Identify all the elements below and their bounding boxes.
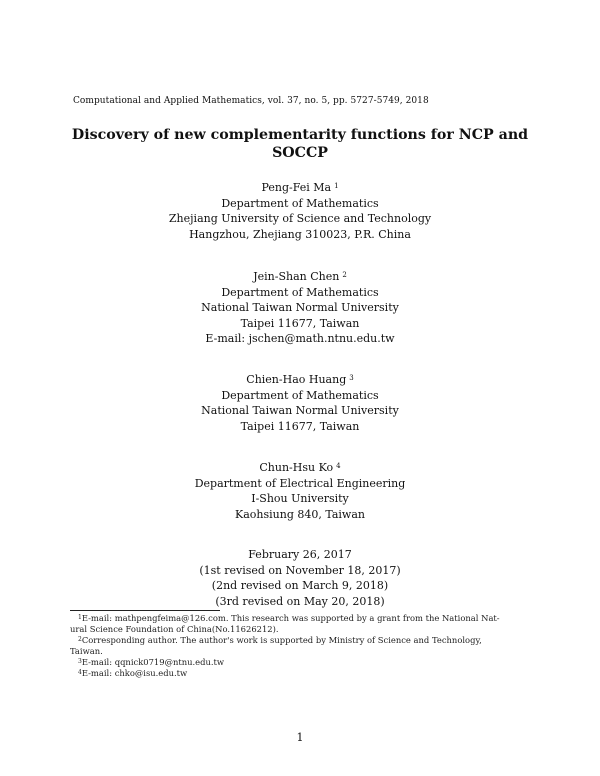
footnote-text: Corresponding author. The author's work is supported by Ministry of Science and Technology, (81, 635, 482, 645)
author-name: Jein-Shan Chen (253, 270, 340, 283)
footnote-mark: 2 (342, 271, 347, 279)
affiliation-line: I-Shou University (251, 492, 349, 505)
footnote-2 (70, 635, 530, 657)
footnote-email-link[interactable]: E-mail: qqnick0719@ntnu.edu.tw (81, 657, 225, 667)
footnote-4 (70, 668, 530, 679)
date-line: February 26, 2017 (248, 548, 352, 561)
author-name-line (100, 460, 500, 476)
footnote-text: Taiwan. (70, 646, 103, 656)
affiliation-line: Kaohsiung 840, Taiwan (235, 507, 365, 521)
date-line: (3rd revised on May 20, 2018) (215, 594, 385, 608)
footnote-text: ural Science Foundation of China(No.11626212). (70, 624, 279, 634)
footnotes (70, 613, 530, 679)
author-block-2 (100, 269, 500, 347)
date-line: (2nd revised on March 9, 2018) (211, 579, 389, 592)
affiliation-line: Department of Electrical Engineering (194, 476, 406, 490)
author-block-3 (100, 372, 500, 434)
footnote-mark: 3 (349, 374, 354, 382)
footnote-mark: 1 (334, 182, 339, 190)
affiliation-line: Taipei 11677, Taiwan (240, 316, 360, 330)
footnote-mark: 1 (78, 614, 82, 621)
footnote-mark: 2 (78, 636, 82, 643)
footnote-divider (70, 610, 220, 611)
footnote-mark: 3 (78, 658, 82, 665)
journal-citation: Computational and Applied Mathematics, vol. 37, no. 5, pp. 5727-5749, 2018 (73, 96, 429, 106)
affiliation-line: Zhejiang University of Science and Technology (168, 212, 432, 225)
author-name: Peng-Fei Ma (261, 181, 332, 194)
affiliation-line: Department of Mathematics (221, 388, 379, 402)
revision-dates (100, 547, 500, 609)
affiliation-line: National Taiwan Normal University (201, 301, 399, 314)
author-block-1 (100, 180, 500, 242)
author-email: E-mail: jschen@math.ntnu.edu.tw (205, 332, 395, 345)
author-name-line (100, 180, 500, 196)
page-number: 1 (296, 731, 304, 744)
footnote-mark: 4 (78, 669, 82, 676)
author-name: Chun-Hsu Ko (259, 461, 334, 474)
footnote-text: E-mail: mathpengfeima@126.com. This research was supported by a grant from the National Nat- (81, 613, 500, 623)
author-name: Chien-Hao Huang (246, 373, 347, 386)
affiliation-line: Taipei 11677, Taiwan (240, 419, 360, 433)
paper-title-line-1: Discovery of new complementarity functions for NCP and (71, 127, 529, 143)
author-name-line (100, 269, 500, 285)
paper-title-line-2: SOCCP (272, 145, 328, 161)
author-block-4 (100, 460, 500, 522)
author-name-line (100, 372, 500, 388)
footnote-3 (70, 657, 530, 668)
affiliation-line: Hangzhou, Zhejiang 310023, P.R. China (189, 227, 411, 241)
affiliation-line: Department of Mathematics (221, 196, 379, 210)
paper-title (60, 126, 540, 162)
footnote-mark: 4 (336, 462, 341, 470)
date-line: (1st revised on November 18, 2017) (199, 563, 401, 577)
affiliation-line: Department of Mathematics (221, 285, 379, 299)
footnote-1 (70, 613, 530, 635)
affiliation-line: National Taiwan Normal University (201, 404, 399, 417)
footnote-email-link[interactable]: E-mail: chko@isu.edu.tw (81, 668, 188, 678)
